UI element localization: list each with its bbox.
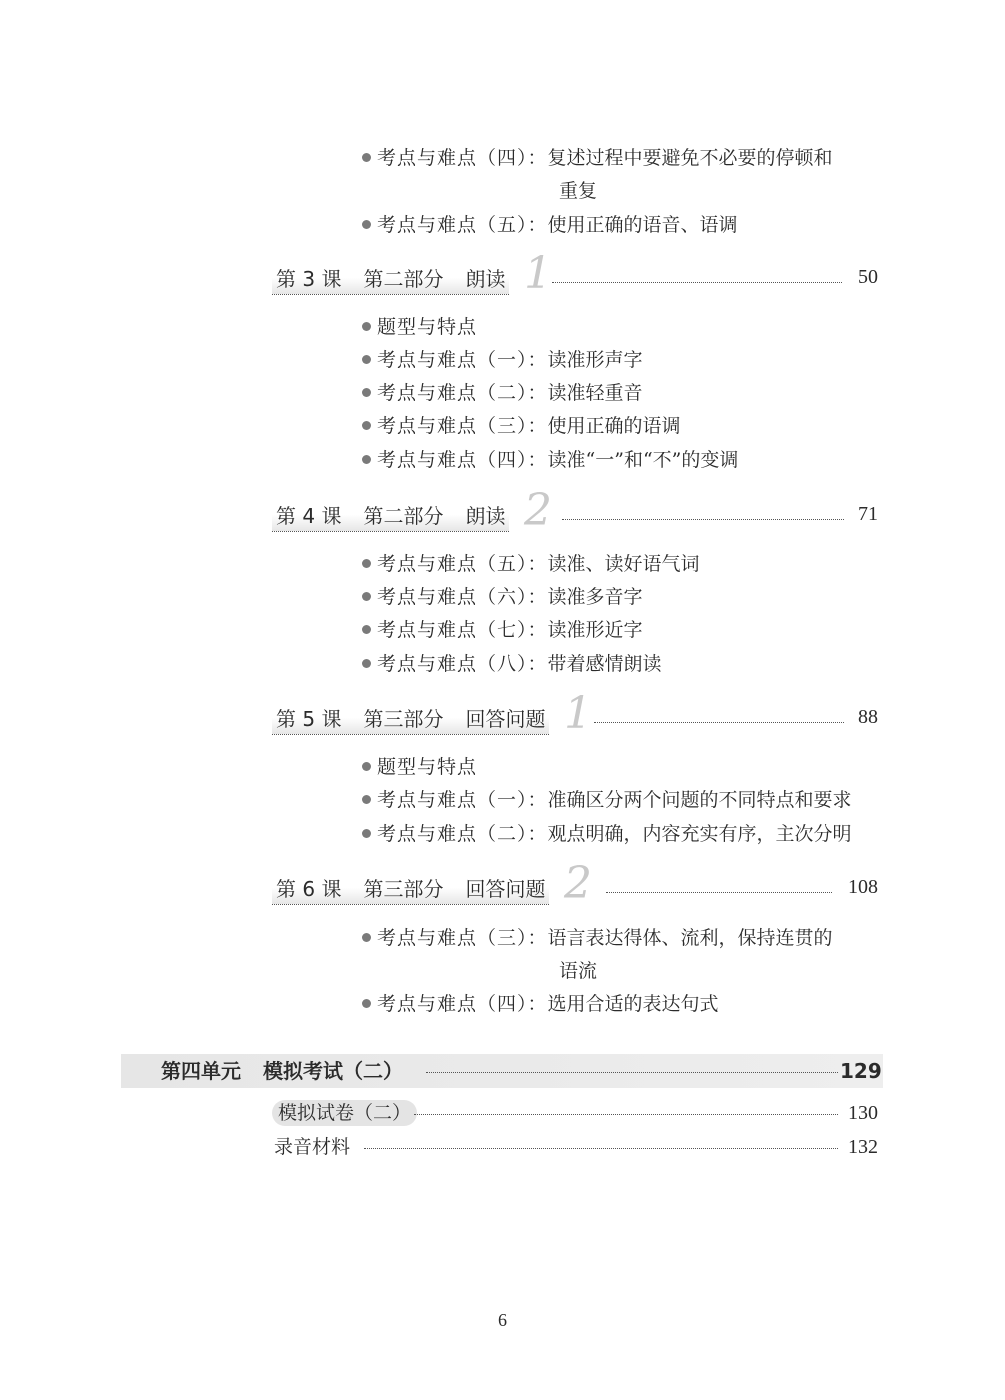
toc-item[interactable] [362, 311, 892, 344]
toc-lesson-row[interactable] [272, 688, 878, 739]
toc-item[interactable] [362, 444, 892, 477]
item-text-continued: 语流 [559, 960, 598, 982]
item-prefix: 考点与难点（四）： [377, 993, 548, 1015]
dot-leader [414, 1114, 838, 1115]
dot-leader [594, 722, 844, 723]
lesson-sequence-number: 1 [564, 688, 592, 739]
item-prefix: 题型与特点 [377, 756, 478, 778]
toc-item[interactable] [362, 209, 892, 242]
item-text: 带着感情朗读 [547, 653, 662, 675]
item-prefix: 考点与难点（二）： [377, 823, 548, 845]
lesson-heading [272, 704, 549, 735]
bullet-icon [362, 455, 371, 464]
toc-sub-entry[interactable] [272, 1100, 878, 1130]
item-prefix: 考点与难点（五）： [377, 553, 548, 575]
toc-sub-entry[interactable] [272, 1134, 878, 1164]
item-prefix: 考点与难点（六）： [377, 586, 548, 608]
lesson-heading [272, 501, 509, 532]
toc-item[interactable] [362, 988, 892, 1021]
bullet-icon [362, 220, 371, 229]
toc-lesson-row[interactable] [272, 248, 878, 299]
dot-leader [364, 1148, 838, 1149]
bullet-icon [362, 421, 371, 430]
bullet-icon [362, 625, 371, 634]
item-prefix: 考点与难点（三）： [377, 927, 548, 949]
lesson-number: 第 6 课 [276, 877, 342, 901]
lesson-topic: 朗读 [465, 267, 506, 291]
item-text: 使用正确的语调 [547, 415, 681, 437]
lesson-heading [272, 874, 549, 905]
dot-leader [552, 282, 842, 283]
lesson-part: 第三部分 [363, 707, 444, 731]
sub-entry-title: 录音材料 [274, 1136, 351, 1158]
lesson-part: 第三部分 [363, 877, 444, 901]
bullet-icon [362, 999, 371, 1008]
unit-page-number: 129 [840, 1059, 882, 1083]
item-prefix: 考点与难点（四）： [377, 449, 548, 471]
toc-item[interactable] [362, 344, 892, 377]
item-prefix: 考点与难点（七）： [377, 619, 548, 641]
toc-item[interactable] [362, 648, 892, 681]
item-prefix: 考点与难点（五）： [377, 214, 548, 236]
item-text: 复述过程中要避免不必要的停顿和 [547, 147, 833, 169]
sub-entry-title: 模拟试卷（二） [272, 1100, 417, 1126]
item-text: 观点明确，内容充实有序，主次分明 [547, 823, 852, 845]
lesson-sequence-number: 2 [524, 485, 552, 536]
item-text: 准确区分两个问题的不同特点和要求 [547, 789, 852, 811]
lesson-heading [272, 264, 509, 295]
toc-item[interactable] [362, 751, 892, 784]
lesson-number: 第 3 课 [276, 267, 342, 291]
item-text: 读准轻重音 [547, 382, 643, 404]
bullet-icon [362, 322, 371, 331]
lesson-topic: 朗读 [465, 504, 506, 528]
lesson-part: 第二部分 [363, 267, 444, 291]
toc-item[interactable] [362, 548, 892, 581]
toc-item[interactable] [362, 818, 892, 851]
lesson-number: 第 5 课 [276, 707, 342, 731]
item-text: 语言表达得体、流利，保持连贯的 [547, 927, 833, 949]
toc-item[interactable] [362, 922, 892, 988]
item-text: 读准多音字 [547, 586, 643, 608]
item-prefix: 考点与难点（二）： [377, 382, 548, 404]
page-number: 71 [858, 503, 878, 525]
bullet-icon [362, 659, 371, 668]
page-number: 108 [848, 876, 878, 898]
lesson-topic: 回答问题 [465, 877, 546, 901]
toc-item[interactable] [362, 581, 892, 614]
item-text: 读准“一”和“不”的变调 [547, 449, 739, 471]
lesson-topic: 回答问题 [465, 707, 546, 731]
unit-label: 第四单元 [161, 1059, 241, 1083]
dot-leader [562, 519, 844, 520]
bullet-icon [362, 829, 371, 838]
bullet-icon [362, 592, 371, 601]
bullet-icon [362, 153, 371, 162]
unit-heading[interactable] [161, 1054, 403, 1088]
unit-title: 模拟考试（二） [263, 1059, 403, 1083]
dot-leader [426, 1072, 838, 1073]
page-number: 132 [848, 1136, 878, 1158]
item-text: 读准形近字 [547, 619, 643, 641]
item-prefix: 考点与难点（一）： [377, 789, 548, 811]
dot-leader [606, 892, 832, 893]
item-prefix: 题型与特点 [377, 316, 478, 338]
toc-item[interactable] [362, 142, 892, 208]
lesson-sequence-number: 1 [524, 248, 552, 299]
toc-lesson-row[interactable] [272, 485, 878, 536]
page-number: 88 [858, 706, 878, 728]
bullet-icon [362, 795, 371, 804]
item-text: 读准形声字 [547, 349, 643, 371]
item-prefix: 考点与难点（三）： [377, 415, 548, 437]
toc-item[interactable] [362, 784, 892, 817]
bullet-icon [362, 762, 371, 771]
lesson-part: 第二部分 [363, 504, 444, 528]
page-number: 130 [848, 1102, 878, 1124]
footer-page-number: 6 [498, 1310, 507, 1330]
toc-item[interactable] [362, 377, 892, 410]
lesson-number: 第 4 课 [276, 504, 342, 528]
bullet-icon [362, 933, 371, 942]
bullet-icon [362, 388, 371, 397]
bullet-icon [362, 559, 371, 568]
toc-item[interactable] [362, 614, 892, 647]
bullet-icon [362, 355, 371, 364]
lesson-sequence-number: 2 [564, 858, 592, 909]
item-prefix: 考点与难点（一）： [377, 349, 548, 371]
item-prefix: 考点与难点（八）： [377, 653, 548, 675]
page-number: 50 [858, 266, 878, 288]
toc-item[interactable] [362, 410, 892, 443]
item-text: 选用合适的表达句式 [547, 993, 719, 1015]
toc-lesson-row[interactable] [272, 858, 878, 909]
item-text: 使用正确的语音、语调 [547, 214, 738, 236]
item-prefix: 考点与难点（四）： [377, 147, 548, 169]
item-text-continued: 重复 [559, 180, 598, 202]
item-text: 读准、读好语气词 [547, 553, 700, 575]
